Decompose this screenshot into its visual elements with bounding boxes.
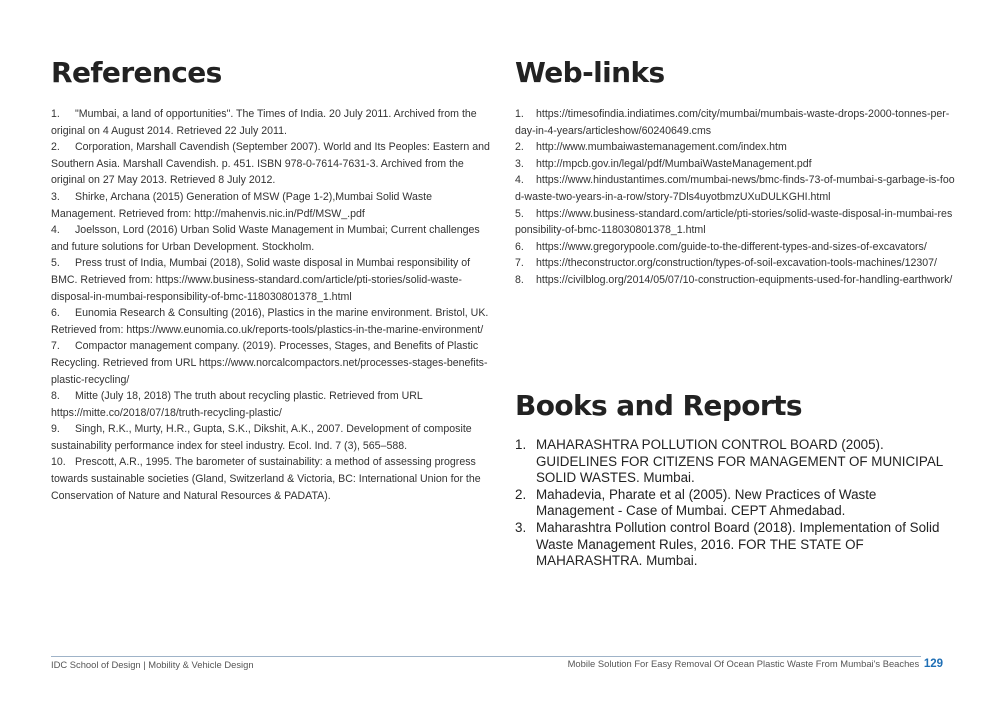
weblink-item <box>515 156 955 173</box>
weblink-item <box>515 206 955 239</box>
books-heading: Books and Reports <box>515 389 802 422</box>
footer-institution: IDC School of Design | Mobility & Vehicle Design <box>51 659 254 670</box>
weblink-item <box>515 255 955 272</box>
weblink-url[interactable]: http://www.mumbaiwastemanagement.com/index.htm <box>536 141 787 154</box>
weblinks-section <box>515 56 955 289</box>
references-list <box>51 106 491 504</box>
reference-item <box>51 305 491 338</box>
weblink-number: 2. <box>515 141 524 154</box>
weblink-url[interactable]: https://timesofindia.indiatimes.com/city/mumbai/mumbais-waste-drops-2000-tonnes-per-day-in-4-years/articleshow/60240649.cms <box>515 108 950 137</box>
reference-number: 9. <box>51 423 60 436</box>
reference-number: 8. <box>51 390 60 403</box>
footer-project-title: Mobile Solution For Easy Removal Of Ocean Plastic Waste From Mumbai's Beaches <box>567 658 920 669</box>
reference-number: 2. <box>51 141 60 154</box>
reference-number: 4. <box>51 224 60 237</box>
weblinks-list <box>515 106 955 289</box>
book-item <box>515 520 955 570</box>
reference-text: Prescott, A.R., 1995. The barometer of sustainability: a method of assessing progress towards sustainable societies (Gland, Switzerland & Victoria, BC: International Union for the Conservation of Nature and Natural Resources & PADATA). <box>51 456 481 502</box>
weblinks-heading: Web-links <box>515 56 665 89</box>
weblink-url[interactable]: https://www.gregorypoole.com/guide-to-the-different-types-and-sizes-of-excavators/ <box>536 240 927 253</box>
weblink-url[interactable]: https://www.business-standard.com/article/pti-stories/solid-waste-disposal-in-mumbai-responsibility-of-bmc-118030801378_1.html <box>515 207 953 237</box>
reference-number: 10. <box>51 456 66 469</box>
reference-text: Singh, R.K., Murty, H.R., Gupta, S.K., Dikshit, A.K., 2007. Development of composite sustainability performance index for steel industry. Ecol. Ind. 7 (3), 565–588. <box>51 423 472 452</box>
reference-item <box>51 139 491 189</box>
weblink-number: 6. <box>515 240 524 253</box>
footer-document-title <box>568 657 943 671</box>
reference-text: Shirke, Archana (2015) Generation of MSW (Page 1-2),Mumbai Solid Waste Management. Retrieved from: http://mahenvis.nic.in/Pdf/MSW_.pdf <box>51 190 433 220</box>
reference-number: 6. <box>51 307 60 320</box>
reference-text: Press trust of India, Mumbai (2018), Solid waste disposal in Mumbai responsibility of BMC. Retrieved from: https://www.business-standard.com/article/pti-stories/solid-waste-disposal-in-mumbai-responsibility-of-bmc-118030801378_1.html <box>51 257 471 303</box>
weblink-url[interactable]: https://civilblog.org/2014/05/07/10-construction-equipments-used-for-handling-earthwork/ <box>536 273 953 286</box>
reference-number: 5. <box>51 257 60 270</box>
references-heading: References <box>51 56 222 89</box>
book-number: 1. <box>515 437 527 452</box>
book-item <box>515 487 955 520</box>
reference-number: 3. <box>51 190 60 203</box>
reference-item <box>51 454 491 504</box>
weblink-number: 4. <box>515 174 524 187</box>
reference-item <box>51 106 491 139</box>
book-text: Mahadevia, Pharate et al (2005). New Practices of Waste Management - Case of Mumbai. CEPT Ahmedabad. <box>536 486 877 519</box>
reference-item <box>51 338 491 388</box>
weblink-item <box>515 272 955 289</box>
weblink-url[interactable]: https://www.hindustantimes.com/mumbai-news/bmc-finds-73-of-mumbai-s-garbage-is-food-waste-two-years-in-a-row/story-7Dls4uyotbmzUXuDULKGHI.html <box>515 174 955 203</box>
weblink-number: 8. <box>515 273 524 286</box>
reference-text: Mitte (July 18, 2018) The truth about recycling plastic. Retrieved from URL https://mitte.co/2018/07/18/truth-recycling-plastic/ <box>51 390 423 419</box>
book-text: Maharashtra Pollution control Board (2018). Implementation of Solid Waste Management Rules, 2016. FOR THE STATE OF MAHARASHTRA. Mumbai. <box>536 519 940 569</box>
weblink-number: 7. <box>515 257 524 270</box>
book-number: 3. <box>515 519 527 535</box>
book-text: MAHARASHTRA POLLUTION CONTROL BOARD (2005). GUIDELINES FOR CITIZENS FOR MANAGEMENT OF MUNICIPAL SOLID WASTES. Mumbai. <box>536 437 943 486</box>
reference-number: 7. <box>51 340 60 353</box>
weblink-number: 1. <box>515 108 524 120</box>
weblink-number: 5. <box>515 207 524 220</box>
references-section <box>51 56 491 504</box>
reference-item <box>51 189 491 222</box>
weblink-item <box>515 139 955 156</box>
reference-text: "Mumbai, a land of opportunities". The Times of India. 20 July 2011. Archived from the original on 4 August 2014. Retrieved 22 July 2011. <box>51 108 477 137</box>
reference-item <box>51 255 491 305</box>
reference-text: Eunomia Research & Consulting (2016), Plastics in the marine environment. Bristol, UK. Retrieved from: https://www.eunomia.co.uk/reports-tools/plastics-in-the-marine-environment/ <box>51 307 489 336</box>
reference-text: Compactor management company. (2019). Processes, Stages, and Benefits of Plastic Recycling. Retrieved from URL https://www.norcalcompactors.net/processes-stages-benefits-plastic-recycling/ <box>51 340 488 386</box>
reference-item <box>51 421 491 454</box>
weblink-url[interactable]: http://mpcb.gov.in/legal/pdf/MumbaiWasteManagement.pdf <box>536 157 812 170</box>
reference-number: 1. <box>51 108 60 120</box>
books-section <box>515 389 955 570</box>
weblink-url[interactable]: https://theconstructor.org/construction/types-of-soil-excavation-tools-machines/12307/ <box>536 257 937 270</box>
weblink-number: 3. <box>515 157 524 170</box>
books-list <box>515 437 955 570</box>
weblink-item <box>515 106 955 139</box>
reference-text: Joelsson, Lord (2016) Urban Solid Waste Management in Mumbai; Current challenges and future solutions for Urban Development. Stockholm. <box>51 224 480 253</box>
reference-text: Corporation, Marshall Cavendish (September 2007). World and Its Peoples: Eastern and Southern Asia. Marshall Cavendish. p. 451. ISBN 978-0-7614-7631-3. Archived from the original on 27 May 2013. Retrieved 8 July 2012. <box>51 141 490 187</box>
reference-item <box>51 388 491 421</box>
book-number: 2. <box>515 486 527 502</box>
weblink-item <box>515 239 955 256</box>
page-number: 129 <box>923 658 943 670</box>
weblink-item <box>515 172 955 205</box>
book-item <box>515 437 955 487</box>
reference-item <box>51 222 491 255</box>
